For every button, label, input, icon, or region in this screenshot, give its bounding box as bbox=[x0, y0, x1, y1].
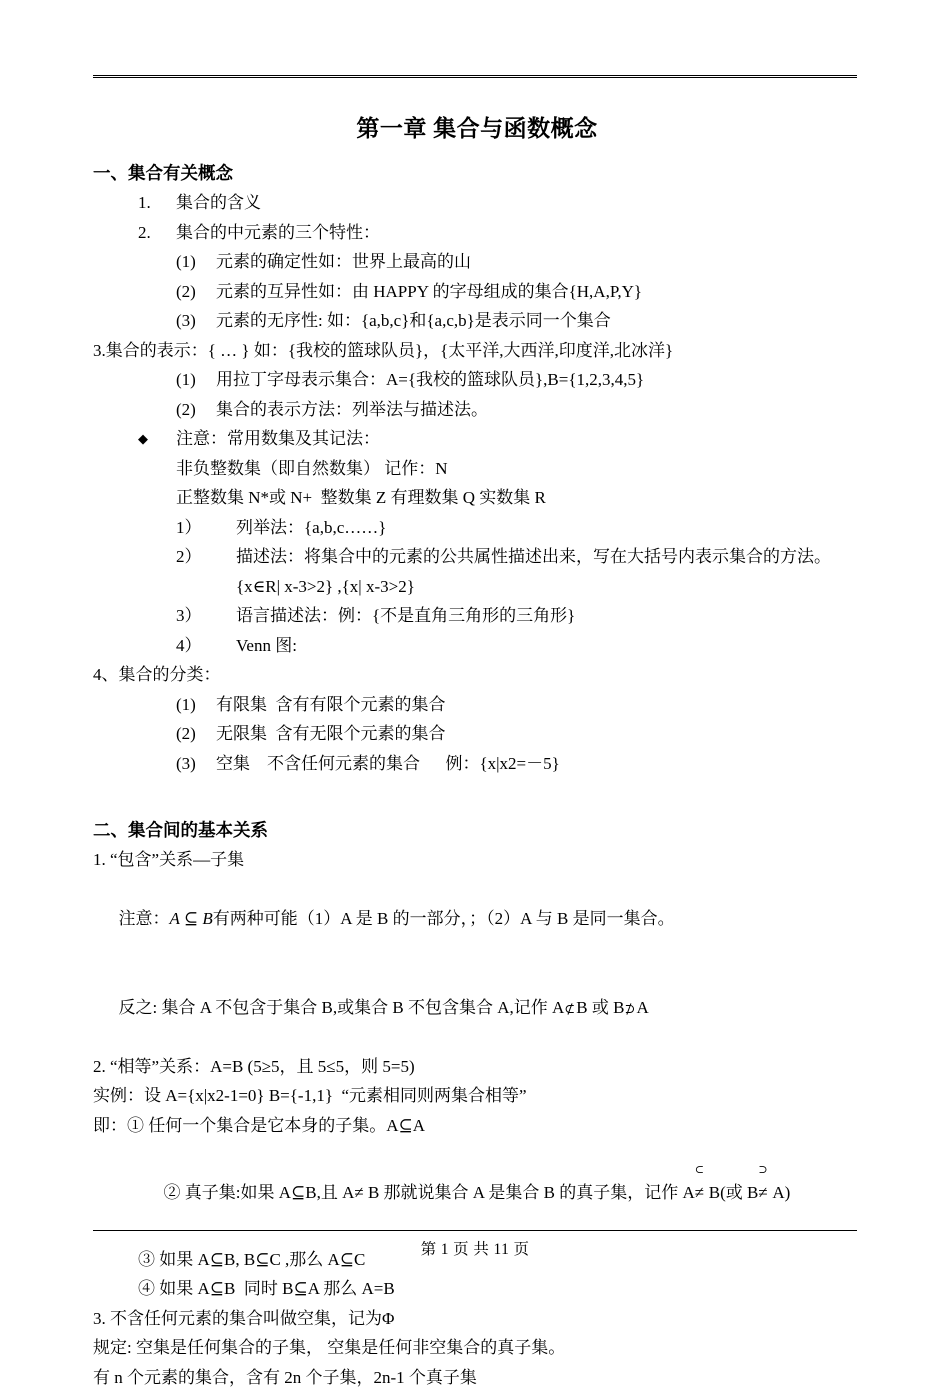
list-marker: (3) bbox=[176, 749, 216, 779]
proper-subset-middle: B(或 B bbox=[709, 1183, 759, 1202]
footer-rule bbox=[93, 1230, 857, 1231]
subset-count-line: 有 n 个元素的集合，含有 2n 个子集，2n-1 个真子集 bbox=[93, 1363, 861, 1392]
set-classification-line: 4、集合的分类： bbox=[93, 660, 861, 690]
proper-subset-suffix: A) bbox=[772, 1183, 790, 1202]
diamond-bullet-icon: ◆ bbox=[138, 424, 176, 454]
list-marker: (2) bbox=[176, 719, 216, 749]
subset-note-suffix: 有两种可能（1）A 是 B 的一部分，；（2）A 与 B 是同一集合。 bbox=[213, 909, 675, 928]
list-text: 元素的互异性如：由 HAPPY 的字母组成的集合{H,A,P,Y} bbox=[216, 277, 861, 307]
not-subset-prefix: 反之: 集合 A 不包含于集合 B,或集合 B 不包含集合 A,记作 A bbox=[119, 998, 565, 1017]
subset-relation-line: 1. “包含”关系—子集 bbox=[93, 845, 861, 875]
list-item bbox=[176, 690, 861, 720]
list-marker: (1) bbox=[176, 365, 216, 395]
list-item bbox=[176, 247, 861, 277]
proper-subset-prefix: ② 真子集:如果 A⊆B,且 A≠ B 那就说集合 A 是集合 B 的真子集，记作 A bbox=[164, 1183, 695, 1202]
list-text: 描述法：将集合中的元素的公共属性描述出来，写在大括号内表示集合的方法。{x∈R| x-3>2} ,{x| x-3>2} bbox=[236, 542, 861, 601]
example-line: 实例：设 A={x|x2-1=0} B={-1,1} “元素相同则两集合相等” bbox=[93, 1081, 861, 1111]
list-marker: 4） bbox=[176, 631, 236, 661]
list-marker: (2) bbox=[176, 277, 216, 307]
list-text: 空集 不含任何元素的集合 例：{x|x2=－5} bbox=[216, 749, 861, 779]
number-set-line-others: 正整数集 N*或 N+ 整数集 Z 有理数集 Q 实数集 R bbox=[176, 483, 861, 513]
proper-superset-icon: ⊃ ≠ bbox=[758, 1178, 772, 1208]
header-rule bbox=[93, 75, 857, 78]
list-item bbox=[138, 218, 861, 248]
list-text: 无限集 含有无限个元素的集合 bbox=[216, 719, 861, 749]
property-3-line: ③ 如果 A⊆B, B⊆C ,那么 A⊆C bbox=[138, 1245, 861, 1275]
paragraph-spacer bbox=[93, 807, 861, 815]
list-text: 语言描述法：例：{不是直角三角形的三角形} bbox=[236, 601, 861, 631]
list-item bbox=[176, 395, 861, 425]
list-marker: (2) bbox=[176, 395, 216, 425]
list-item bbox=[176, 365, 861, 395]
not-subset-line: 反之: 集合 A 不包含于集合 B,或集合 B 不包含集合 A,记作 A ⊄ B 或 B ⊅ A bbox=[93, 963, 861, 1052]
list-marker: (1) bbox=[176, 690, 216, 720]
list-text: 集合的中元素的三个特性： bbox=[176, 218, 861, 248]
list-marker: 2. bbox=[138, 218, 176, 248]
list-item bbox=[176, 631, 861, 661]
list-text: 有限集 含有有限个元素的集合 bbox=[216, 690, 861, 720]
subset-note-prefix: 注意： bbox=[119, 909, 170, 928]
list-text: 元素的确定性如：世界上最高的山 bbox=[216, 247, 861, 277]
list-item bbox=[176, 719, 861, 749]
list-item bbox=[176, 513, 861, 543]
set-representation-line: 3.集合的表示：{ … } 如：{我校的篮球队员}，{太平洋,大西洋,印度洋,北冰洋} bbox=[93, 336, 861, 366]
page-title: 第一章 集合与函数概念 bbox=[93, 112, 861, 146]
empty-set-rule-line: 规定: 空集是任何集合的子集， 空集是任何非空集合的真子集。 bbox=[93, 1333, 861, 1363]
document-content bbox=[93, 112, 861, 1392]
list-marker: 3） bbox=[176, 601, 236, 631]
list-text: 用拉丁字母表示集合：A={我校的篮球队员},B={1,2,3,4,5} bbox=[216, 365, 861, 395]
subset-note-line bbox=[93, 875, 861, 964]
note-item bbox=[138, 424, 861, 454]
number-set-line-natural: 非负整数集（即自然数集） 记作：N bbox=[176, 454, 861, 484]
list-marker: 1） bbox=[176, 513, 236, 543]
list-marker: 1. bbox=[138, 188, 176, 218]
property-1-line: 即：① 任何一个集合是它本身的子集。A⊆A bbox=[93, 1111, 861, 1141]
equal-relation-line: 2. “相等”关系：A=B (5≥5，且 5≤5，则 5=5) bbox=[93, 1052, 861, 1082]
list-item bbox=[176, 749, 861, 779]
list-text: 元素的无序性: 如：{a,b,c}和{a,c,b}是表示同一个集合 bbox=[216, 306, 861, 336]
property-4-line: ④ 如果 A⊆B 同时 B⊆A 那么 A=B bbox=[138, 1274, 861, 1304]
subset-formula: A ⊆ B bbox=[170, 909, 213, 928]
list-item bbox=[138, 188, 861, 218]
list-text: 集合的含义 bbox=[176, 188, 861, 218]
list-text: 列举法：{a,b,c……} bbox=[236, 513, 861, 543]
list-marker: 2） bbox=[176, 542, 236, 572]
list-item bbox=[176, 542, 861, 601]
paragraph-spacer bbox=[93, 778, 861, 807]
list-marker: (3) bbox=[176, 306, 216, 336]
list-item bbox=[176, 601, 861, 631]
paragraph-spacer bbox=[93, 1140, 861, 1148]
note-text: 注意：常用数集及其记法： bbox=[176, 424, 861, 454]
section-heading-2: 二、集合间的基本关系 bbox=[93, 815, 861, 845]
list-text: 集合的表示方法：列举法与描述法。 bbox=[216, 395, 861, 425]
not-subset-middle: B 或 B bbox=[576, 998, 624, 1017]
page-footer: 第 1 页 共 11 页 bbox=[93, 1237, 857, 1259]
list-item bbox=[176, 277, 861, 307]
proper-subset-line bbox=[138, 1148, 861, 1237]
list-item bbox=[176, 306, 861, 336]
proper-subset-icon: ⊂ ≠ bbox=[695, 1178, 709, 1208]
list-marker: (1) bbox=[176, 247, 216, 277]
section-heading-1: 一、集合有关概念 bbox=[93, 158, 861, 188]
empty-set-line: 3. 不含任何元素的集合叫做空集，记为Φ bbox=[93, 1304, 861, 1334]
not-subset-suffix: A bbox=[636, 998, 648, 1017]
list-text: Venn 图: bbox=[236, 631, 861, 661]
